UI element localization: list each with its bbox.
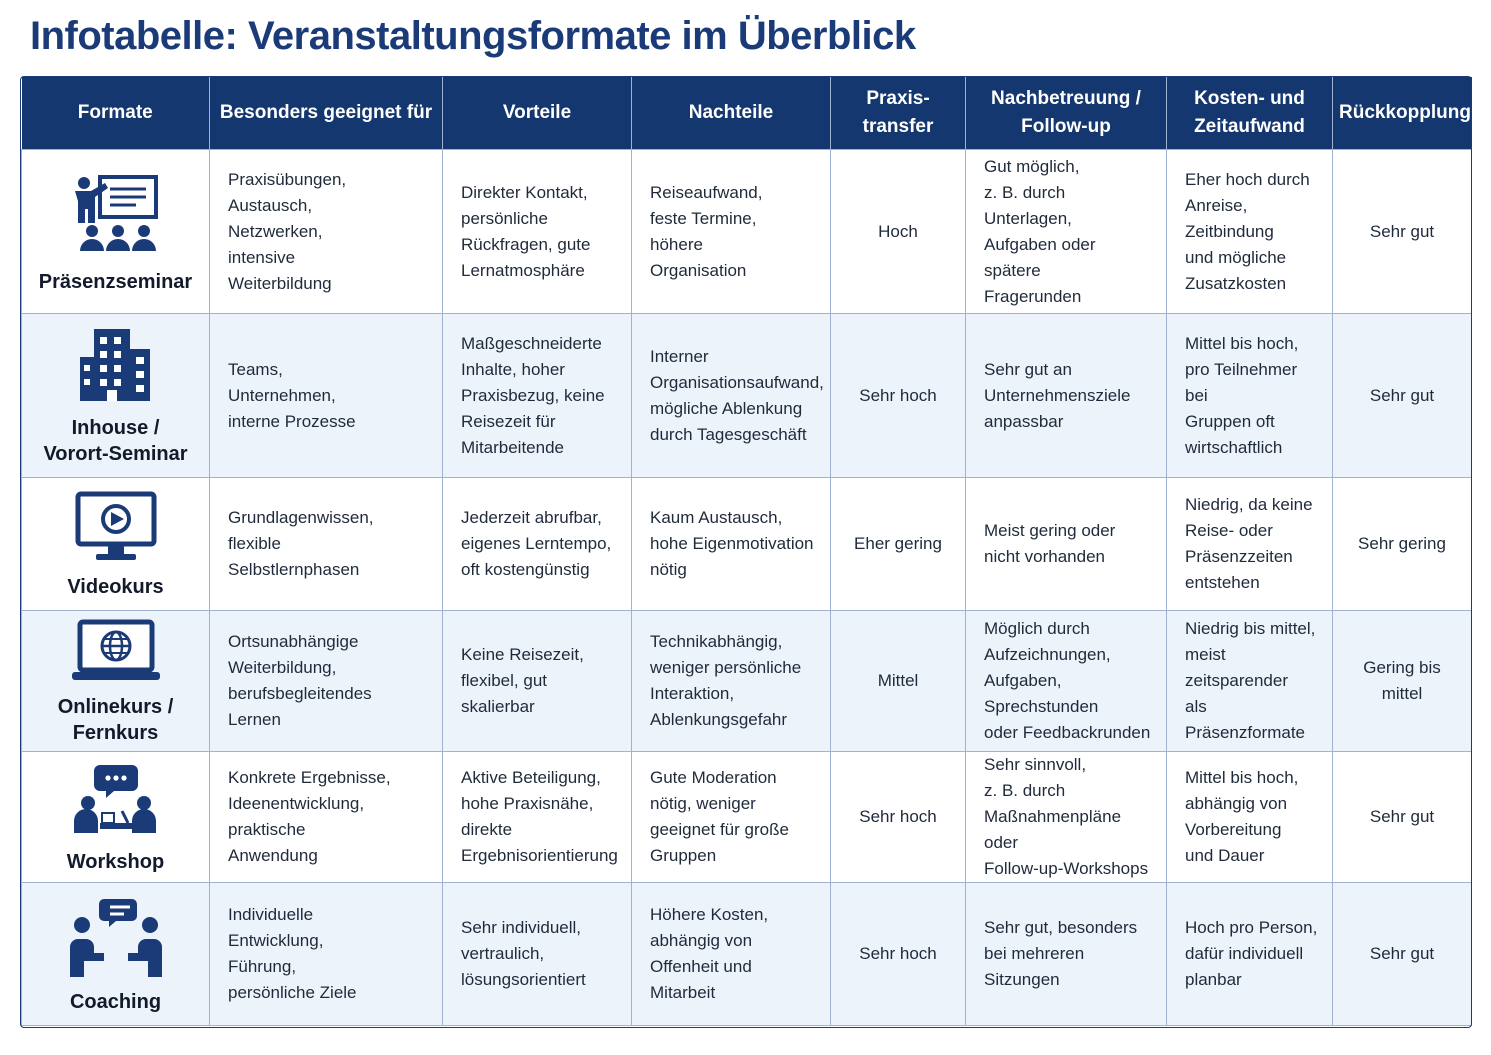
cost-cell: Niedrig bis mittel, meist zeitsparender als Präsenzformate	[1167, 611, 1333, 752]
pros-cell: Keine Reisezeit, flexibel, gut skalierbar	[443, 611, 632, 752]
followup-cell: Meist gering oder nicht vorhanden	[966, 478, 1167, 611]
format-cell	[22, 752, 210, 883]
cons-cell: Höhere Kosten, abhängig von Offenheit und Mitarbeit	[632, 883, 831, 1026]
table-body	[22, 150, 1472, 1026]
feedback-cell: Sehr gut	[1333, 150, 1472, 314]
format-name: Onlinekurs / Fernkurs	[57, 696, 174, 744]
praxistransfer-cell: Sehr hoch	[831, 883, 966, 1026]
suited-cell: Teams, Unternehmen, interne Prozesse	[210, 314, 443, 478]
cost-cell: Mittel bis hoch, abhängig von Vorbereitung und Dauer	[1167, 752, 1333, 883]
cons-cell: Technikabhängig, weniger persönliche Interaktion, Ablenkungsgefahr	[632, 611, 831, 752]
cons-cell: Gute Moderation nötig, weniger geeignet für große Gruppen	[632, 752, 831, 883]
cons-cell: Reiseaufwand, feste Termine, höhere Organisation	[632, 150, 831, 314]
suited-cell: Praxisübungen, Austausch, Netzwerken, intensive Weiterbildung	[210, 150, 443, 314]
cost-cell: Eher hoch durch Anreise, Zeitbindung und mögliche Zusatzkosten	[1167, 150, 1333, 314]
table-row	[22, 611, 1472, 752]
table-row	[22, 478, 1472, 611]
laptop-globe-icon	[28, 618, 203, 692]
page-title: Infotabelle: Veranstaltungsformate im Überblick	[30, 14, 916, 58]
followup-cell: Sehr gut an Unternehmensziele anpassbar	[966, 314, 1167, 478]
cost-cell: Mittel bis hoch, pro Teilnehmer bei Gruppen oft wirtschaftlich	[1167, 314, 1333, 478]
feedback-cell: Gering bis mittel	[1333, 611, 1472, 752]
column-header-formate: Formate	[22, 77, 210, 150]
building-icon	[28, 327, 203, 413]
suited-cell: Konkrete Ergebnisse, Ideenentwicklung, praktische Anwendung	[210, 752, 443, 883]
column-header-praxistransfer: Praxis- transfer	[831, 77, 966, 150]
pros-cell: Aktive Beteiligung, hohe Praxisnähe, direkte Ergebnisorientierung	[443, 752, 632, 883]
format-cell	[22, 611, 210, 752]
format-name: Videokurs	[67, 576, 164, 598]
column-header-kosten-zeitaufwand: Kosten- und Zeitaufwand	[1167, 77, 1333, 150]
table-row	[22, 150, 1472, 314]
feedback-cell: Sehr gut	[1333, 752, 1472, 883]
format-cell	[22, 314, 210, 478]
presentation-icon	[28, 171, 203, 267]
table-row	[22, 752, 1472, 883]
format-name: Coaching	[69, 991, 162, 1013]
cost-cell: Hoch pro Person, dafür individuell planbar	[1167, 883, 1333, 1026]
suited-cell: Individuelle Entwicklung, Führung, persönliche Ziele	[210, 883, 443, 1026]
column-header-vorteile: Vorteile	[443, 77, 632, 150]
pros-cell: Maßgeschneiderte Inhalte, hoher Praxisbezug, keine Reisezeit für Mitarbeitende	[443, 314, 632, 478]
format-cell	[22, 150, 210, 314]
praxistransfer-cell: Mittel	[831, 611, 966, 752]
format-name: Präsenzseminar	[38, 270, 193, 293]
table-row	[22, 883, 1472, 1026]
column-header-rueckkopplung: Rückkopplung	[1333, 77, 1472, 150]
followup-cell: Sehr gut, besonders bei mehreren Sitzungen	[966, 883, 1167, 1026]
pros-cell: Direkter Kontakt, persönliche Rückfragen, gute Lernatmosphäre	[443, 150, 632, 314]
workshop-discussion-icon	[28, 761, 203, 847]
cost-cell: Niedrig, da keine Reise- oder Präsenzzeiten entstehen	[1167, 478, 1333, 611]
formats-table	[21, 77, 1472, 1026]
praxistransfer-cell: Eher gering	[831, 478, 966, 611]
followup-cell: Gut möglich, z. B. durch Unterlagen, Aufgaben oder spätere Fragerunden	[966, 150, 1167, 314]
feedback-cell: Sehr gering	[1333, 478, 1472, 611]
praxistransfer-cell: Sehr hoch	[831, 314, 966, 478]
praxistransfer-cell: Sehr hoch	[831, 752, 966, 883]
format-name: Inhouse / Vorort-Seminar	[43, 416, 188, 465]
followup-cell: Sehr sinnvoll, z. B. durch Maßnahmenpläne oder Follow-up-Workshops	[966, 752, 1167, 883]
format-name: Workshop	[66, 851, 165, 873]
column-header-nachbetreuung: Nachbetreuung / Follow-up	[966, 77, 1167, 150]
column-header-besonders-geeignet: Besonders geeignet für	[210, 77, 443, 150]
pros-cell: Jederzeit abrufbar, eigenes Lerntempo, oft kostengünstig	[443, 478, 632, 611]
format-cell	[22, 883, 210, 1026]
followup-cell: Möglich durch Aufzeichnungen, Aufgaben, Sprechstunden oder Feedbackrunden	[966, 611, 1167, 752]
pros-cell: Sehr individuell, vertraulich, lösungsorientiert	[443, 883, 632, 1026]
format-cell	[22, 478, 210, 611]
praxistransfer-cell: Hoch	[831, 150, 966, 314]
suited-cell: Ortsunabhängige Weiterbildung, berufsbegleitendes Lernen	[210, 611, 443, 752]
feedback-cell: Sehr gut	[1333, 883, 1472, 1026]
suited-cell: Grundlagenwissen, flexible Selbstlernphasen	[210, 478, 443, 611]
video-monitor-icon	[28, 490, 203, 572]
table-row	[22, 314, 1472, 478]
coaching-conversation-icon	[28, 895, 203, 987]
column-header-nachteile: Nachteile	[632, 77, 831, 150]
feedback-cell: Sehr gut	[1333, 314, 1472, 478]
table-header-row	[22, 77, 1472, 150]
cons-cell: Kaum Austausch, hohe Eigenmotivation nötig	[632, 478, 831, 611]
cons-cell: Interner Organisationsaufwand, mögliche Ablenkung durch Tagesgeschäft	[632, 314, 831, 478]
